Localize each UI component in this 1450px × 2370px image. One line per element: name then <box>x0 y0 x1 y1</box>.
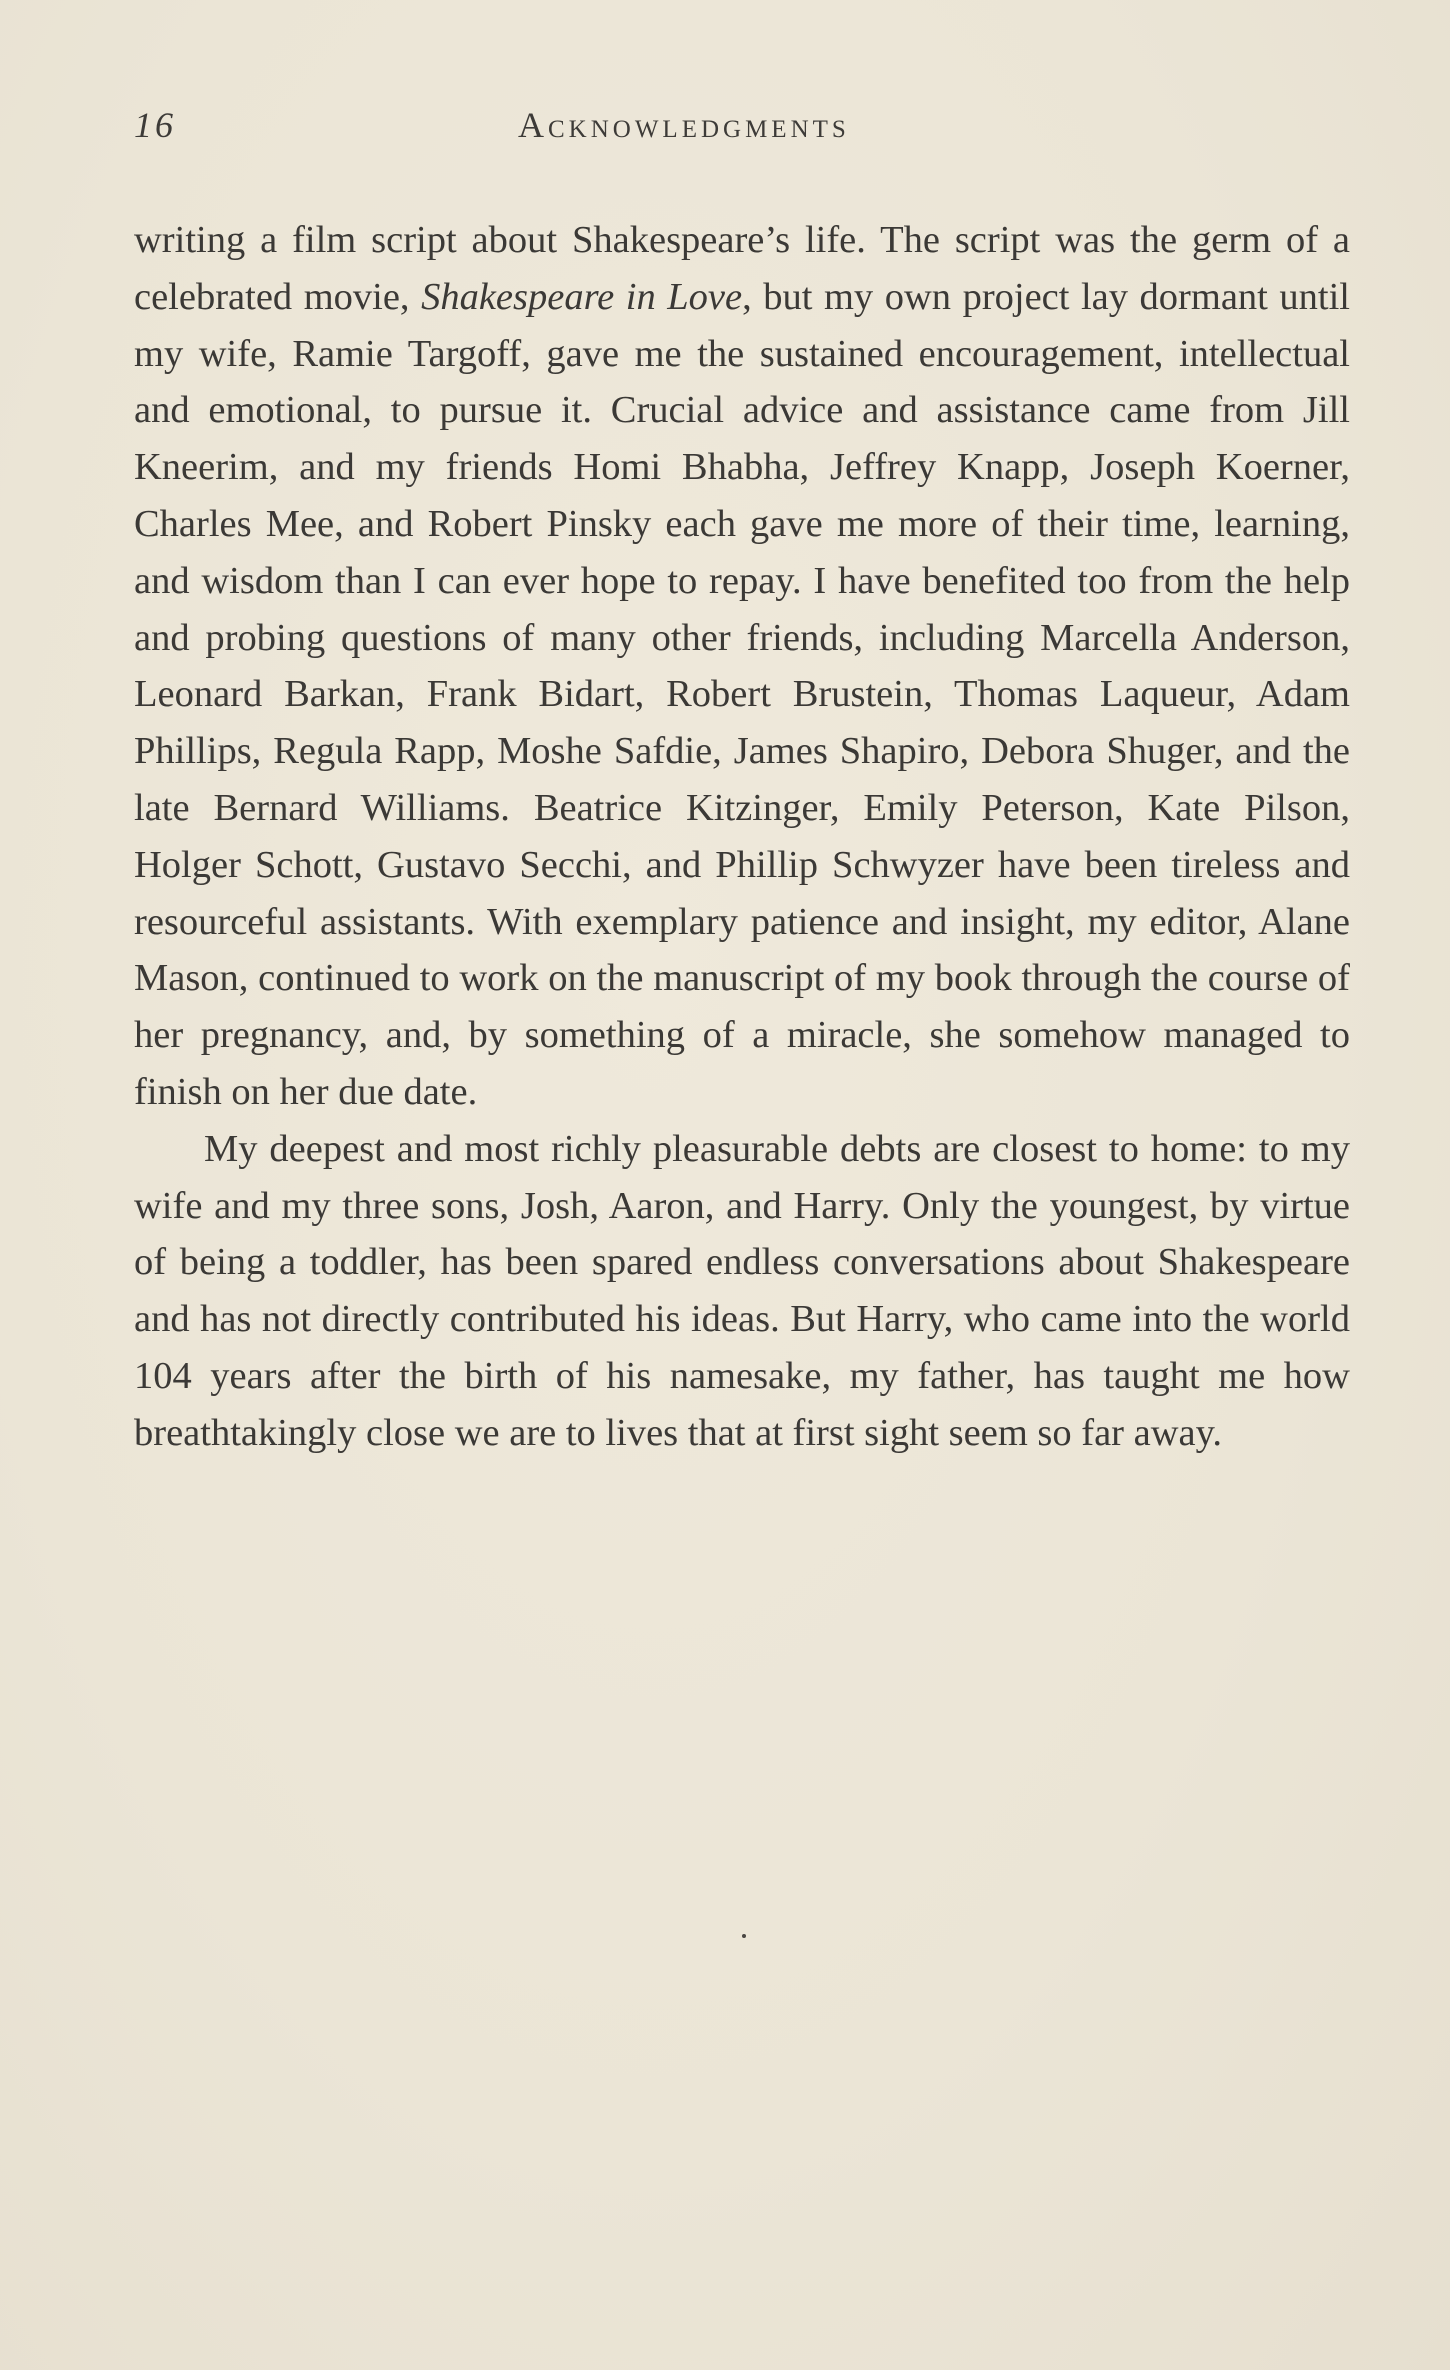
paragraph-1 <box>134 212 1350 1121</box>
section-title: Acknowledgments <box>518 105 850 145</box>
film-title: Shakespeare in Love <box>421 275 743 318</box>
page-number: 16 <box>134 105 176 145</box>
paragraph-1-text-b: , but my own project lay dormant until my wife, Ramie Targoff, gave me the sustained encouragement, intellectual and emotional, to pursue it. Crucial advice and assistance came from Jill Kneerim, and my friends Homi Bhabha, Jeffrey Knapp, Joseph Koerner, Charles Mee, and Robert Pinsky each gave me more of their time, learning, and wisdom than I can ever hope to repay. I have benefited too from the help and probing questions of many other friends, including Marcella Anderson, Leonard Barkan, Frank Bidart, Robert Brustein, Thomas Laqueur, Adam Phillips, Regula Rapp, Moshe Safdie, James Shapiro, Debora Shuger, and the late Bernard Williams. Beatrice Kitzinger, Emily Peterson, Kate Pilson, Holger Schott, Gustavo Secchi, and Phillip Schwyzer have been tireless and resourceful assistants. With exemplary patience and insight, my editor, Alane Mason, continued to work on the manuscript of my book through the course of her pregnancy, and, by something of a miracle, she somehow managed to finish on her due date. <box>134 275 1350 1113</box>
print-speck <box>742 1934 746 1938</box>
paragraph-1-text-a: writing a film script about Shakespeare’s life. The script was the germ of a celebrated movie, <box>134 219 1350 318</box>
running-head <box>134 104 1354 154</box>
body-text <box>134 212 1350 1462</box>
paragraph-2: My deepest and most richly pleasurable debts are closest to home: to my wife and my three sons, Josh, Aaron, and Harry. Only the youngest, by virtue of being a toddler, has been spared endless conversations about Shakespeare and has not directly contributed his ideas. But Harry, who came into the world 104 years after the birth of his namesake, my father, has taught me how breathtakingly close we are to lives that at first sight seem so far away. <box>134 1127 1350 1454</box>
